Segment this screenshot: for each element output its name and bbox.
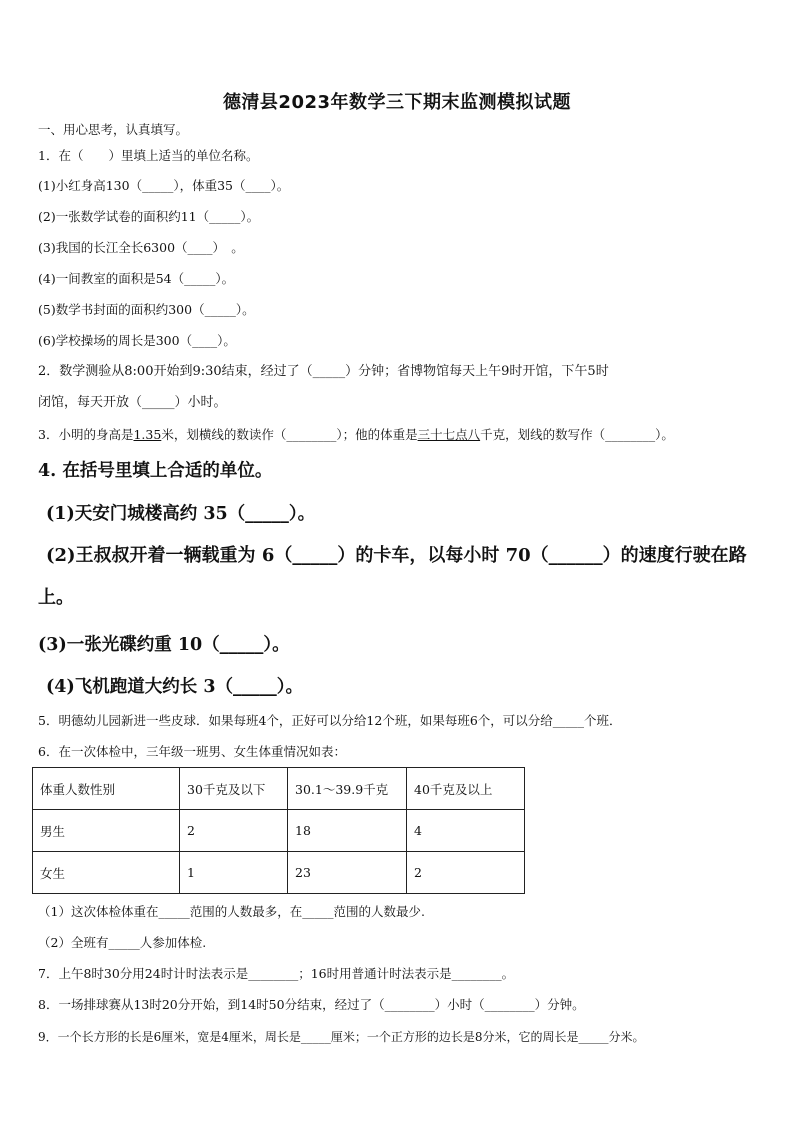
question-2-line-2: 闭馆，每天开放（_____）小时。 <box>38 395 227 410</box>
question-7: 7．上午8时30分用24时计时法表示是________；16时用普通计时法表示是________。 <box>38 966 515 981</box>
table-header-cell: 30千克及以下 <box>180 768 288 810</box>
question-6-stem: 6．在一次体检中，三年级一班男、女生体重情况如表： <box>38 744 346 759</box>
question-1-item-2: (2)一张数学试卷的面积约11（_____）。 <box>38 209 260 224</box>
question-3-text-1: 3．小明的身高是 <box>38 427 134 442</box>
question-2-line-1: 2．数学测验从8:00开始到9:30结束，经过了（_____）分钟；省博物馆每天上午9时开馆，下午5时 <box>38 364 609 379</box>
question-5: 5．明德幼儿园新进一些皮球．如果每班4个，正好可以分给12个班，如果每班6个，可以分给_____个班． <box>38 713 622 728</box>
question-4-item-3: (3)一张光碟约重 10（_____）。 <box>38 635 290 655</box>
question-6-sub-1: （1）这次体检体重在_____范围的人数最多，在_____范围的人数最少. <box>38 904 425 919</box>
question-4-stem: 4. 在括号里填上合适的单位。 <box>38 461 273 481</box>
question-8: 8．一场排球赛从13时20分开始，到14时50分结束，经过了（________）小时（________）分钟。 <box>38 997 585 1012</box>
table-row <box>33 810 525 852</box>
table-cell: 4 <box>407 810 525 852</box>
question-4-item-1: (1)天安门城楼高约 35（_____）。 <box>46 504 316 524</box>
table-header-cell: 体重人数性别 <box>33 768 180 810</box>
question-6-sub-2: （2）全班有_____人参加体检. <box>38 935 207 950</box>
question-3-text-2: 米，划横线的数读作（________）；他的体重是 <box>161 427 418 442</box>
table-cell: 18 <box>288 810 407 852</box>
table-cell: 女生 <box>33 852 180 894</box>
question-3-underlined-words: 三十七点八 <box>417 427 481 442</box>
table-header-cell: 40千克及以上 <box>407 768 525 810</box>
question-1-item-3: (3)我国的长江全长6300（____） 。 <box>38 240 244 255</box>
question-4-item-4: (4)飞机跑道大约长 3（_____）。 <box>46 677 304 697</box>
question-1-stem: 1．在（ ）里填上适当的单位名称。 <box>38 148 259 163</box>
table-row <box>33 852 525 894</box>
question-3 <box>38 427 674 443</box>
table-header-cell: 30.1～39.9千克 <box>288 768 407 810</box>
question-3-text-3: 千克，划线的数写作（________）。 <box>480 427 674 442</box>
table-cell: 23 <box>288 852 407 894</box>
question-1-item-1: (1)小红身高130（_____），体重35（____）。 <box>38 178 290 193</box>
table-cell: 2 <box>180 810 288 852</box>
question-3-underlined-number: 1.35 <box>133 427 162 442</box>
table-cell: 1 <box>180 852 288 894</box>
table-header-row <box>33 768 525 810</box>
question-1-item-5: (5)数学书封面的面积约300（_____）。 <box>38 302 255 317</box>
table-cell: 2 <box>407 852 525 894</box>
question-9: 9．一个长方形的长是6厘米，宽是4厘米，周长是_____厘米；一个正方形的边长是8分米，它的周长是_____分米。 <box>38 1030 645 1044</box>
question-4-item-2-line-1: (2)王叔叔开着一辆载重为 6（_____）的卡车，以每小时 70（______）的速度行驶在路 <box>46 545 747 566</box>
question-1-item-4: (4)一间教室的面积是54（_____）。 <box>38 271 235 286</box>
table-cell: 男生 <box>33 810 180 852</box>
page-title: 德清县2023年数学三下期末监测模拟试题 <box>222 92 572 113</box>
question-1-item-6: (6)学校操场的周长是300（____）。 <box>38 333 236 348</box>
question-4-item-2-line-2: 上。 <box>38 587 74 608</box>
weight-table <box>32 767 525 894</box>
section-heading: 一、用心思考，认真填写。 <box>38 122 189 137</box>
